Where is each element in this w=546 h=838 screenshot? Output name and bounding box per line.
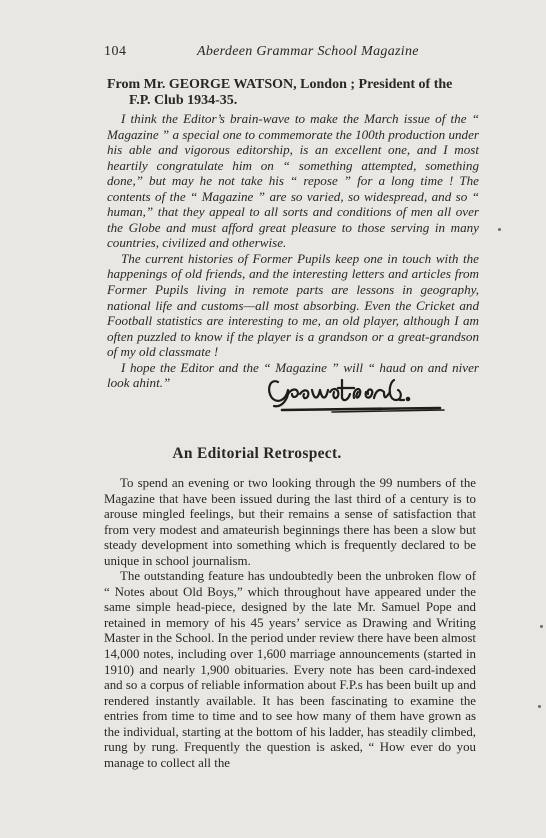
handwritten-signature: [262, 368, 462, 418]
page-number: 104: [104, 44, 127, 59]
letter-body: [107, 111, 479, 391]
paper-speck: [498, 228, 501, 231]
article-title: An Editorial Retrospect.: [172, 445, 342, 462]
letter-paragraph-3: I hope the Editor and the “ Magazine ” will “ haud on and niver look ahint.”: [107, 359, 479, 391]
article-body: [104, 476, 476, 771]
paper-speck: [540, 625, 543, 628]
letter-heading-line2: F.P. Club 1934-35.: [129, 93, 238, 108]
letter-heading: [107, 77, 485, 109]
signature-image: [262, 368, 462, 418]
article-paragraph-1: To spend an evening or two looking through the 99 numbers of the Magazine that have been issued during the last third of a century is to arouse mingled feelings, but their remains a sense of satisfaction that from very modest and amateurish beginnings there has been a slow but steady development into something which is frequently declared to be unique in school journalism.: [104, 476, 476, 568]
article-paragraph-2: The outstanding feature has undoubtedly been the unbroken flow of “ Notes about Old Boys,” which throughout have appeared under the same simple head-piece, designed by the late Mr. Samuel Pope and retained in memory of his 45 years’ service as Drawing and Writing Master in the School. In the period under review there have been almost 14,000 notes, including over 1,600 marriage announcements (started in 1910) and nearly 1,900 obituaries. Every note has been card-indexed and so a corpus of reliable information about F.P.s has been built up and rendered instantly available. It has been fascinating to examine the entries from time to time and to see how many of them have grown as the individual, starting at the bottom of his ladder, has steadily climbed, rung by rung. Frequently the question is asked, “ How ever do you manage to collect all the: [104, 569, 476, 770]
paper-speck: [538, 705, 541, 708]
letter-paragraph-2: The current histories of Former Pupils keep one in touch with the happenings of old friends, and the interesting letters and articles from Former Pupils living in remote parts are lessons in geography, national life and customs—all most absorbing. Even the Cricket and Football statistics are interesting to me, an old player, although I am often puzzled to know if the player is a grandson or a great-grandson of my old classmate !: [107, 250, 479, 360]
page-header: [104, 44, 474, 64]
letter-heading-line1: From Mr. GEORGE WATSON, London ; President of the: [107, 77, 453, 92]
running-title: Aberdeen Grammar School Magazine: [197, 44, 419, 59]
letter-paragraph-1: I think the Editor’s brain-wave to make the March issue of the “ Magazine ” a special one to commemorate the 100th production under his able and vigorous editorship, is an excellent one, and I most heartily congratulate him on “ something attempted, something done,” but may he not take his “ repose ” for a long time ! The contents of the “ Magazine ” are so varied, so widespread, and so “ human,” that they appeal to all sorts and conditions of men all over the Globe and must afford great pleasure to those serving in many countries, civilized and otherwise.: [107, 111, 479, 251]
